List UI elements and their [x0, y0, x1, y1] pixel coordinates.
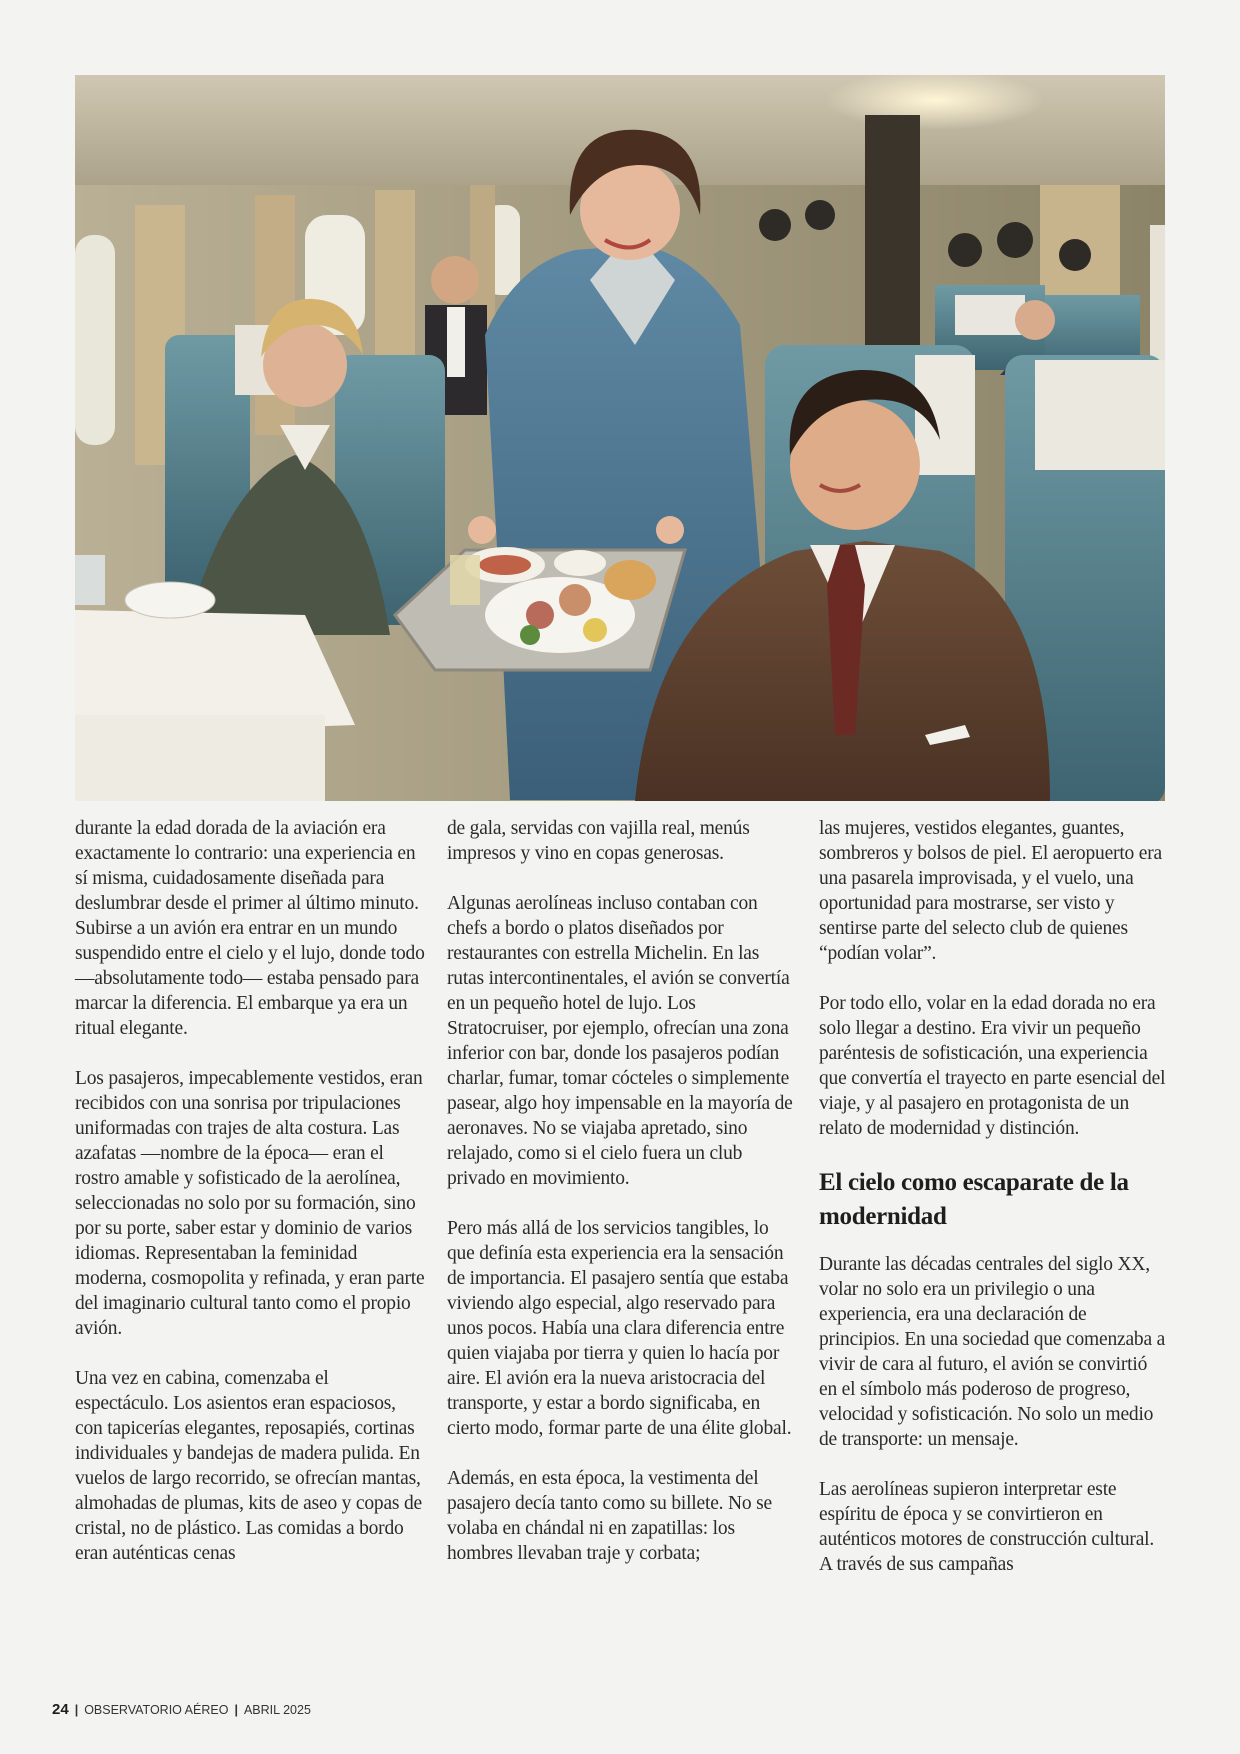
paragraph: Durante las décadas centrales del siglo XX, volar no solo era un privilegio o una experiencia, era una declaración de principios. En una sociedad que comenzaba a vivir de cara al futuro, el avión se convirtió en el símbolo más poderoso de progreso, velocidad y sofisticación. No solo un medio de transporte: un mensaje. — [819, 1254, 1166, 1450]
paragraph: Las aerolíneas supieron interpretar este espíritu de época y se convirtieron en auténticos motores de construcción cultural. A través de sus campañas — [819, 1479, 1155, 1575]
paragraph: Los pasajeros, impecablemente vestidos, eran recibidos con una sonrisa por tripulaciones uniformadas con trajes de alta costura. Las azafatas —nombre de la época— eran el rostro amable y sofisticado de la aerolínea, seleccionadas no solo por su formación, sino por su porte, saber estar y dominio de varios idiomas. Representaban la feminidad moderna, cosmopolita y refinada, y eran parte del imaginario cultural tanto como el propio avión. — [75, 1068, 425, 1339]
page-number: 24 — [52, 1701, 69, 1718]
paragraph: durante la edad dorada de la aviación era exactamente lo contrario: una experiencia en sí misma, cuidadosamente diseñada para deslumbrar desde el primer al último minuto. Subirse a un avión era entrar en un mundo suspendido entre el cielo y el lujo, donde todo —absolutamente todo— estaba pensado para marcar la diferencia. El embarque ya era un ritual elegante. — [75, 818, 425, 1039]
separator: | — [74, 1702, 79, 1717]
paragraph: las mujeres, vestidos elegantes, guantes, sombreros y bolsos de piel. El aeropuerto era una pasarela improvisada, y el vuelo, una oportunidad para mostrarse, ser visto y sentirse parte del selecto club de quienes “podían volar”. — [819, 818, 1162, 964]
separator: | — [234, 1702, 238, 1717]
article-column-1 — [75, 816, 425, 1591]
paragraph: Una vez en cabina, comenzaba el espectáculo. Los asientos eran espaciosos, con tapicerías elegantes, reposapiés, cortinas individuales y bandejas de madera pulida. En vuelos de largo recorrido, se ofrecían mantas, almohadas de plumas, kits de aseo y copas de cristal, no de plástico. Las comidas a bordo eran auténticas cenas — [75, 1368, 422, 1564]
paragraph: Por todo ello, volar en la edad dorada no era solo llegar a destino. Era vivir un pequeño paréntesis de sofisticación, una experiencia que convertía el trayecto en parte esencial del viaje, y al pasajero en protagonista de un relato de modernidad y distinción. — [819, 993, 1166, 1139]
cabin-photo — [75, 75, 1165, 801]
paragraph: Algunas aerolíneas incluso contaban con chefs a bordo o platos diseñados por restaurantes con estrella Michelin. En las rutas intercontinentales, el avión se convertía en un pequeño hotel de lujo. Los Stratocruiser, por ejemplo, ofrecían una zona inferior con bar, donde los pasajeros podían charlar, fumar, tomar cócteles o simplemente pasear, algo hoy impensable en la mayoría de aeronaves. No se viajaba apretado, sino relajado, como si el cielo fuera un club privado en movimiento. — [447, 893, 793, 1189]
publication-name: OBSERVATORIO AÉREO — [84, 1702, 229, 1717]
article-column-2 — [447, 816, 797, 1591]
paragraph: Además, en esta época, la vestimenta del pasajero decía tanto como su billete. No se volaba en chándal ni en zapatillas: los hombres llevaban traje y corbata; — [447, 1468, 772, 1564]
paragraph: de gala, servidas con vajilla real, menús impresos y vino en copas generosas. — [447, 818, 750, 864]
issue-date: ABRIL 2025 — [243, 1702, 311, 1717]
section-heading: El cielo como escaparate de la modernidad — [819, 1169, 1129, 1230]
article-column-3 — [819, 816, 1167, 1602]
page-footer — [52, 1701, 311, 1718]
paragraph: Pero más allá de los servicios tangibles, lo que definía esta experiencia era la sensación de importancia. El pasajero sentía que estaba viviendo algo especial, algo reservado para unos pocos. Había una clara diferencia entre quien viajaba por tierra y quien lo hacía por aire. El avión era la nueva aristocracia del transporte, y estar a bordo significaba, en cierto modo, formar parte de una élite global. — [447, 1218, 792, 1439]
